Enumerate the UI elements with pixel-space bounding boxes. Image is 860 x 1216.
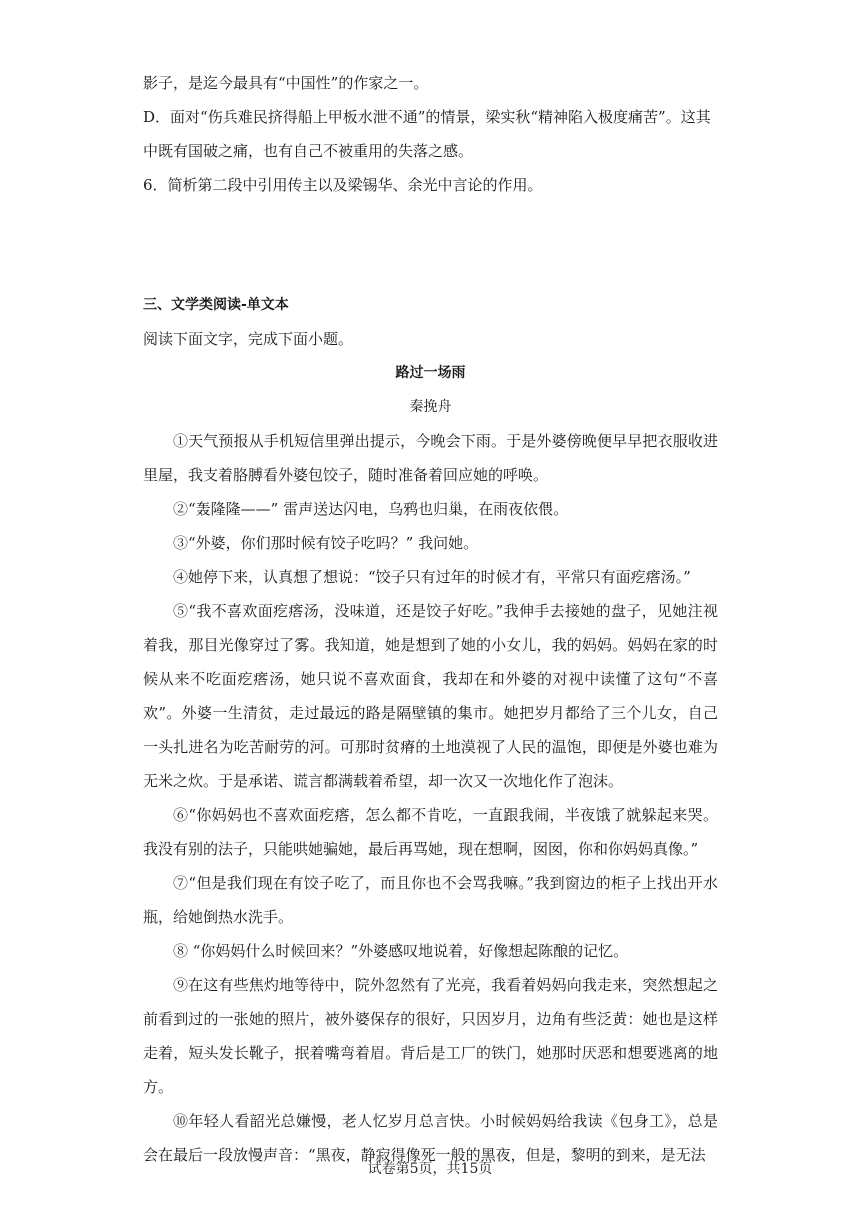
page-footer: 试卷第5页，共15页 [367, 1161, 493, 1177]
paragraph-7: ⑦“但是我们现在有饺子吃了，而且你也不会骂我嘛。”我到窗边的柜子上找出开水瓶，给她倒热水洗手。 [143, 874, 718, 926]
previous-text-line: 影子，是迄今最具有“中国性”的作家之一。 [143, 74, 429, 92]
section-heading: 三、文学类阅读-单文本 [143, 297, 289, 313]
answer-space [143, 202, 718, 288]
option-d-line-2: 中既有国破之痛，也有自己不被重用的失落之感。 [143, 142, 474, 160]
document-page [143, 66, 718, 1172]
paragraph-1: ①天气预报从手机短信里弹出提示，今晚会下雨。于是外婆傍晚便早早把衣服收进里屋，我支着胳膊看外婆包饺子，随时准备着回应她的呼唤。 [143, 432, 718, 484]
reading-instruction: 阅读下面文字，完成下面小题。 [143, 330, 354, 348]
paragraph-3: ③“外婆，你们那时候有饺子吃吗？” 我问她。 [173, 534, 479, 552]
paragraph-5: ⑤“我不喜欢面疙瘩汤，没味道，还是饺子好吃。”我伸手去接她的盘子，见她注视着我，那目光像穿过了雾。我知道，她是想到了她的小女儿，我的妈妈。妈妈在家的时候从来不吃面疙瘩汤，她只说不喜欢面食，我却在和外婆的对视中读懂了这句“不喜欢”。外婆一生清贫，走过最远的路是隔壁镇的集市。她把岁月都给了三个儿女，自己一头扎进名为吃苦耐劳的河。可那时贫瘠的土地漠视了人民的温饱，即便是外婆也难为无米之炊。于是承诺、谎言都满载着希望，却一次又一次地化作了泡沫。 [143, 602, 718, 790]
paragraph-6: ⑥“你妈妈也不喜欢面疙瘩，怎么都不肯吃，一直跟我闹，半夜饿了就躲起来哭。我没有别的法子，只能哄她骗她，最后再骂她，现在想啊，囡囡，你和你妈妈真像。” [143, 806, 718, 858]
paragraph-8: ⑧ “你妈妈什么时候回来？”外婆感叹地说着，好像想起陈酿的记忆。 [173, 942, 629, 960]
paragraph-10: ⑩年轻人看韶光总嫌慢，老人忆岁月总言快。小时候妈妈给我读《包身工》，总是会在最后一段放慢声音：“黑夜，静寂得像死一般的黑夜，但是，黎明的到来，是无法 [143, 1112, 718, 1164]
article-title: 路过一场雨 [395, 365, 466, 381]
option-d-line-1: D．面对“伤兵难民挤得船上甲板水泄不通”的情景，梁实秋“精神陷入极度痛苦”。这其 [143, 108, 711, 126]
paragraph-4: ④她停下来，认真想了想说：“饺子只有过年的时候才有，平常只有面疙瘩汤。” [173, 568, 691, 586]
paragraph-9: ⑨在这有些焦灼地等待中，院外忽然有了光亮，我看着妈妈向我走来，突然想起之前看到过的一张她的照片，被外婆保存的很好，只因岁月，边角有些泛黄：她也是这样走着，短头发长靴子，抿着嘴弯着眉。背后是工厂的铁门，她那时厌恶和想要逃离的地方。 [143, 976, 718, 1096]
article-author: 秦挽舟 [409, 399, 452, 415]
question-6: 6．简析第二段中引用传主以及梁锡华、余光中言论的作用。 [143, 176, 543, 194]
paragraph-2: ②“轰隆隆——” 雷声送达闪电，乌鸦也归巢，在雨夜依偎。 [173, 500, 569, 518]
